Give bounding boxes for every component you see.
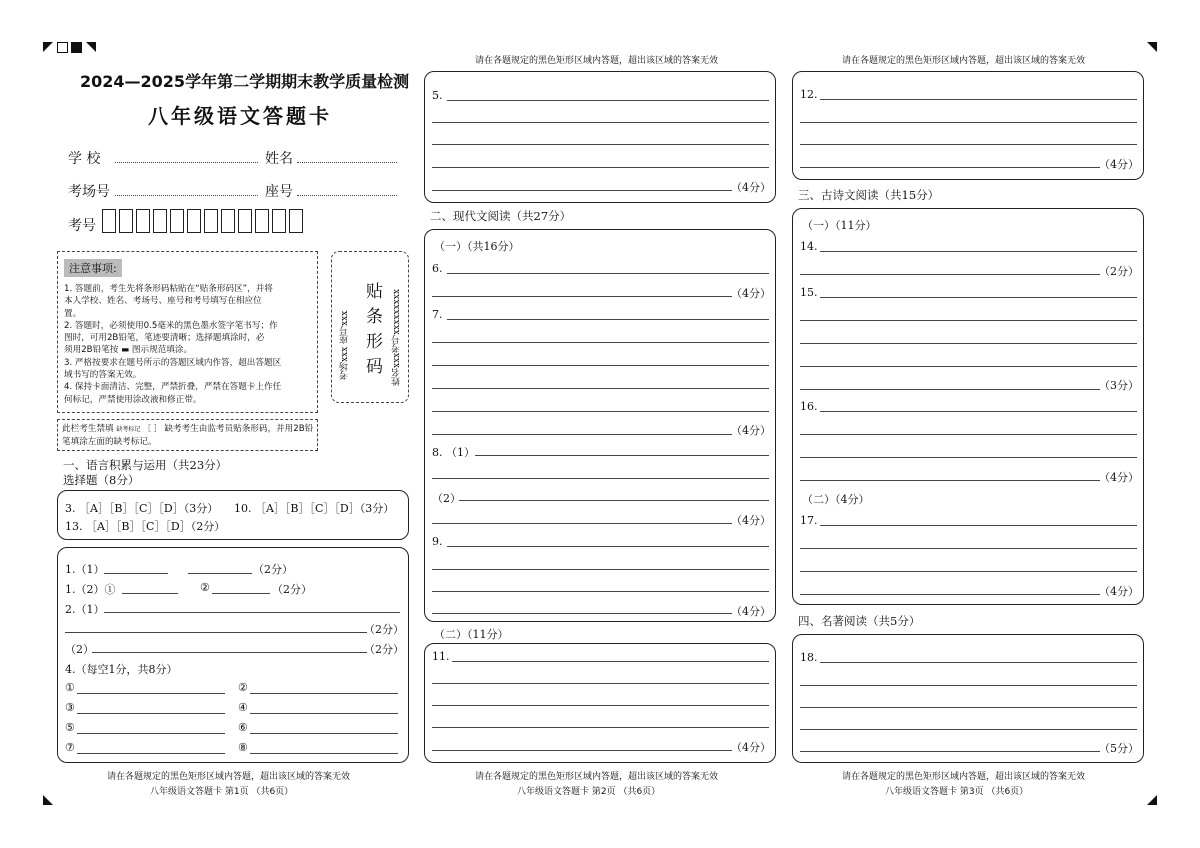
page1-bottom-notice: 请在各题规定的黑色矩形区域内答题，超出该区域的答案无效 xyxy=(107,772,351,782)
q8-1-line-1[interactable] xyxy=(475,455,769,456)
part2-label: （二）（11分） xyxy=(434,628,509,641)
barcode-left-text: 考场xxx 座号xxx xyxy=(340,310,350,380)
q2-1-points: （2分） xyxy=(364,623,404,636)
blank-7-label: ⑦ xyxy=(65,741,75,754)
q1-4-answer-box xyxy=(57,547,409,763)
q7-label: 7. xyxy=(432,308,443,321)
q5-answer-box xyxy=(424,71,776,203)
q16-points: （4分） xyxy=(1099,471,1139,484)
q9-line-1[interactable] xyxy=(447,546,769,547)
q12-line-3[interactable] xyxy=(800,144,1137,145)
notice-line: 2. 答题时，必须使用0.5毫米的黑色墨水签字笔书写；作 xyxy=(64,320,278,331)
q9-points: （4分） xyxy=(731,605,771,618)
q2-2-line[interactable] xyxy=(92,652,367,653)
barcode-area xyxy=(331,251,409,403)
card-subtitle: 八年级语文答题卡 xyxy=(148,104,332,128)
notice-title: 注意事项: xyxy=(64,259,122,277)
q6-line-1[interactable] xyxy=(447,273,769,274)
blank-7-line[interactable] xyxy=(77,753,225,754)
q18-line-3[interactable] xyxy=(800,707,1137,708)
q11-line-5[interactable] xyxy=(432,750,732,751)
q5-line-2[interactable] xyxy=(432,122,769,123)
page3-bottom-notice: 请在各题规定的黑色矩形区域内答题，超出该区域的答案无效 xyxy=(842,772,1086,782)
q15-line-5[interactable] xyxy=(800,389,1100,390)
blank-1-label: ① xyxy=(65,681,75,694)
q7-points: （4分） xyxy=(731,424,771,437)
absent-box xyxy=(57,419,318,451)
q6-line-2[interactable] xyxy=(432,296,732,297)
q16-line-4[interactable] xyxy=(800,480,1100,481)
q11-answer-box xyxy=(424,643,776,763)
q1-2-blank-b[interactable] xyxy=(212,593,270,594)
q18-label: 18. xyxy=(800,651,818,664)
blank-2-line[interactable] xyxy=(250,693,398,694)
exam-title: 2024—2025学年第二学期期末教学质量检测 xyxy=(80,72,410,91)
q18-answer-box xyxy=(792,634,1144,763)
page3-footer: 八年级语文答题卡 第3页 （共6页） xyxy=(885,787,1029,797)
blank-4-line[interactable] xyxy=(250,713,398,714)
q6-9-answer-box xyxy=(424,229,776,622)
notice-line: 3. 严格按要求在题号所示的答题区域内作答，超出答题区 xyxy=(64,357,282,368)
part2-label: （二）（4分） xyxy=(802,493,870,506)
q14-17-answer-box xyxy=(792,208,1144,605)
q18-line-2[interactable] xyxy=(800,685,1137,686)
q6-points: （4分） xyxy=(731,287,771,300)
blank-8-label: ⑧ xyxy=(238,741,248,754)
q16-label: 16. xyxy=(800,400,818,413)
position-mark-square-empty xyxy=(57,42,68,53)
page2-top-notice: 请在各题规定的黑色矩形区域内答题，超出该区域的答案无效 xyxy=(475,56,719,66)
q11-line-3[interactable] xyxy=(432,705,769,706)
q18-line-1[interactable] xyxy=(820,662,1137,663)
q12-line-4[interactable] xyxy=(800,167,1100,168)
q15-label: 15. xyxy=(800,286,818,299)
q7-line-6[interactable] xyxy=(432,434,732,435)
notice-line: 置。 xyxy=(64,308,82,319)
q14-label: 14. xyxy=(800,240,818,253)
q5-points: （4分） xyxy=(731,181,771,194)
q15-line-4[interactable] xyxy=(800,366,1137,367)
corner-mark-top-left-2 xyxy=(86,42,96,52)
seat-label: 座号 xyxy=(265,184,293,200)
q1-2-label: 1.（2）① xyxy=(65,583,116,596)
choice-box xyxy=(57,490,409,540)
q7-line-5[interactable] xyxy=(432,411,769,412)
school-label: 学 校 xyxy=(68,151,101,167)
q4-label: 4.（每空1分，共8分） xyxy=(65,663,178,676)
page2-bottom-notice: 请在各题规定的黑色矩形区域内答题，超出该区域的答案无效 xyxy=(475,772,719,782)
q5-label: 5. xyxy=(432,89,443,102)
q13-options[interactable]: 13. ［A］［B］［C］［D］（2分） xyxy=(65,520,226,533)
room-label: 考场号 xyxy=(68,184,110,200)
absent-note-2: 缺考考生由监考员贴条形码，并用2B铅 xyxy=(164,424,314,434)
barcode-right-text: 姓名xxx考号xxxxxxxxx xyxy=(392,289,402,386)
q2-1-line-a[interactable] xyxy=(104,612,400,613)
q18-line-4[interactable] xyxy=(800,729,1137,730)
q8-2-line-2[interactable] xyxy=(432,523,732,524)
blank-2-label: ② xyxy=(238,681,248,694)
absent-mark-bubble[interactable]: ［ ］ xyxy=(143,424,162,433)
q1-1-label: 1.（1） xyxy=(65,563,105,576)
q15-points: （3分） xyxy=(1099,379,1139,392)
absent-mark-label: 缺考标记 xyxy=(116,426,141,433)
q15-line-3[interactable] xyxy=(800,343,1137,344)
q1-2-label-b: ② xyxy=(200,581,210,594)
q18-points: （5分） xyxy=(1099,742,1139,755)
notice-line: 图时，可用2B铅笔，笔迹要清晰；选择题填涂时，必 xyxy=(64,333,265,344)
notice-line: 何标记，严禁使用涂改液和修正带。 xyxy=(64,394,202,405)
q9-line-3[interactable] xyxy=(432,591,769,592)
q10-options[interactable]: 10. ［A］［B］［C］［D］（3分） xyxy=(234,502,395,515)
corner-mark-top-right xyxy=(1147,42,1157,52)
q18-line-5[interactable] xyxy=(800,751,1100,752)
q2-1-line-b[interactable] xyxy=(65,632,367,633)
q14-line-1[interactable] xyxy=(820,251,1137,252)
q1-2-blank-a[interactable] xyxy=(122,593,178,594)
q11-label: 11. xyxy=(432,650,450,663)
q16-line-2[interactable] xyxy=(800,434,1137,435)
q8-2-line-1[interactable] xyxy=(459,500,769,501)
q15-line-1[interactable] xyxy=(820,297,1137,298)
q17-line-1[interactable] xyxy=(820,525,1137,526)
name-label: 姓名 xyxy=(265,151,293,167)
q7-line-2[interactable] xyxy=(432,342,769,343)
notice-line: 须用2B铅笔按 ▬ 图示规范填涂。 xyxy=(64,345,193,356)
blank-4-label: ④ xyxy=(238,701,248,714)
q16-line-1[interactable] xyxy=(820,411,1137,412)
q7-line-1[interactable] xyxy=(447,319,769,320)
q8-points: （4分） xyxy=(731,514,771,527)
q15-line-2[interactable] xyxy=(800,320,1137,321)
q5-line-3[interactable] xyxy=(432,144,769,145)
section4-heading: 四、名著阅读（共5分） xyxy=(798,614,921,628)
q12-answer-box xyxy=(792,71,1144,180)
corner-mark-top-left xyxy=(43,42,53,52)
section1-heading: 一、语言积累与运用（共23分） xyxy=(63,458,228,472)
q2-2-points: （2分） xyxy=(364,643,404,656)
q14-line-2[interactable] xyxy=(800,274,1100,275)
q1-1-points: （2分） xyxy=(253,563,293,576)
q5-line-5[interactable] xyxy=(432,190,732,191)
q12-label: 12. xyxy=(800,88,818,101)
q12-points: （4分） xyxy=(1099,158,1139,171)
q14-points: （2分） xyxy=(1099,265,1139,278)
q8-2-label: （2） xyxy=(432,492,461,505)
part1-label: （一）（11分） xyxy=(802,219,877,232)
blank-6-line[interactable] xyxy=(250,733,398,734)
part1-label: （一）（共16分） xyxy=(434,240,520,253)
notice-line: 本人学校、姓名、考场号、座号和考号填写在相应位 xyxy=(64,296,262,307)
blank-8-line[interactable] xyxy=(250,753,398,754)
q8-label: 8. （1） xyxy=(432,446,475,459)
position-mark-square-filled xyxy=(71,42,82,53)
q9-line-2[interactable] xyxy=(432,569,769,570)
notice-line: 域书写的答案无效。 xyxy=(64,370,142,381)
q1-1-blank-b[interactable] xyxy=(188,573,252,574)
q17-line-4[interactable] xyxy=(800,594,1100,595)
q7-line-4[interactable] xyxy=(432,388,769,389)
q6-label: 6. xyxy=(432,262,443,275)
absent-note-3: 笔填涂左面的缺考标记。 xyxy=(62,437,157,447)
q16-line-3[interactable] xyxy=(800,457,1137,458)
blank-1-line[interactable] xyxy=(77,693,225,694)
page3-top-notice: 请在各题规定的黑色矩形区域内答题，超出该区域的答案无效 xyxy=(842,56,1086,66)
q11-line-4[interactable] xyxy=(432,727,769,728)
school-field[interactable] xyxy=(115,162,258,163)
exam-number-boxes[interactable] xyxy=(102,209,306,236)
q12-line-2[interactable] xyxy=(800,122,1137,123)
barcode-title: 贴条形码 xyxy=(362,282,382,382)
q17-points: （4分） xyxy=(1099,585,1139,598)
blank-3-line[interactable] xyxy=(77,713,225,714)
q17-line-3[interactable] xyxy=(800,571,1137,572)
q1-1-blank-a[interactable] xyxy=(104,573,168,574)
notice-box xyxy=(57,251,318,413)
notice-line: 1. 答题前，考生先将条形码粘贴在“贴条形码区”，并将 xyxy=(64,284,273,294)
q7-line-3[interactable] xyxy=(432,365,769,366)
corner-mark-bottom-left xyxy=(43,795,53,805)
name-field[interactable] xyxy=(297,162,397,163)
q11-line-2[interactable] xyxy=(432,683,769,684)
blank-6-label: ⑥ xyxy=(238,721,248,734)
page1-footer: 八年级语文答题卡 第1页 （共6页） xyxy=(150,787,294,797)
q2-1-label: 2.（1） xyxy=(65,603,105,616)
choice-heading: 选择题（8分） xyxy=(63,473,140,487)
q1-2-points: （2分） xyxy=(272,583,312,596)
page2-footer: 八年级语文答题卡 第2页 （共6页） xyxy=(517,787,661,797)
section2-heading: 二、现代文阅读（共27分） xyxy=(430,209,572,223)
blank-3-label: ③ xyxy=(65,701,75,714)
q9-line-4[interactable] xyxy=(432,613,732,614)
q5-line-4[interactable] xyxy=(432,167,769,168)
q11-points: （4分） xyxy=(731,741,771,754)
exam-number-label: 考号 xyxy=(68,218,96,234)
q9-label: 9. xyxy=(432,535,443,548)
notice-line: 4. 保持卡面清洁、完整，严禁折叠，严禁在答题卡上作任 xyxy=(64,382,282,393)
q17-label: 17. xyxy=(800,514,818,527)
room-field[interactable] xyxy=(115,195,258,196)
q8-1-line-2[interactable] xyxy=(432,478,769,479)
q3-options[interactable]: 3. ［A］［B］［C］［D］（3分） xyxy=(65,502,219,515)
q11-line-1[interactable] xyxy=(452,661,769,662)
corner-mark-bottom-right xyxy=(1147,795,1157,805)
q5-line-1[interactable] xyxy=(447,100,769,101)
section3-heading: 三、古诗文阅读（共15分） xyxy=(798,188,940,202)
blank-5-label: ⑤ xyxy=(65,721,75,734)
q12-line-1[interactable] xyxy=(820,99,1137,100)
absent-note-1: 此栏考生禁填 xyxy=(62,424,114,434)
q17-line-2[interactable] xyxy=(800,548,1137,549)
blank-5-line[interactable] xyxy=(77,733,225,734)
q2-2-label: （2） xyxy=(65,643,94,656)
seat-field[interactable] xyxy=(297,195,397,196)
